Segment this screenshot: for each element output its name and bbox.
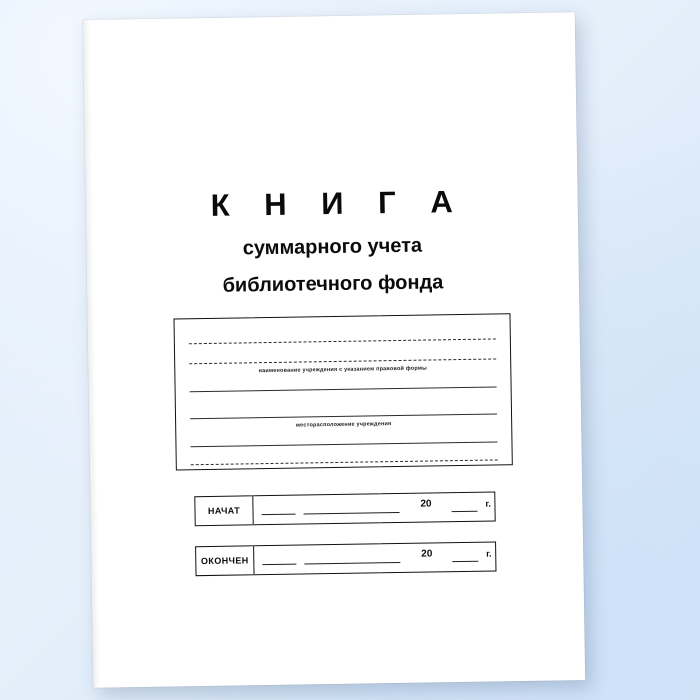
started-strip (194, 491, 495, 526)
book-cover (83, 12, 585, 688)
day-line (262, 564, 296, 566)
institution-location-caption: месторасположение учреждения (295, 421, 392, 429)
solid-rule (190, 413, 497, 419)
finished-fields (254, 542, 495, 574)
started-fields (253, 493, 494, 525)
started-label: НАЧАТ (195, 496, 253, 525)
year-prefix: 20 (421, 548, 433, 560)
page-subtitle-2: библиотечного фонда (222, 271, 444, 297)
page-subtitle-1: суммарного учета (242, 234, 423, 260)
year-suffix: г. (485, 498, 491, 509)
solid-rule (190, 441, 497, 447)
dotted-rule (189, 358, 496, 364)
finished-strip (195, 541, 496, 576)
year-line (452, 511, 478, 512)
year-line (452, 561, 478, 562)
day-line (262, 514, 296, 516)
institution-name-caption: наименование учреждения с указанием правовой формы (258, 365, 428, 375)
year-suffix: г. (486, 548, 492, 559)
dotted-rule (191, 459, 498, 465)
finished-label: ОКОНЧЕН (196, 546, 254, 575)
month-line (304, 512, 400, 515)
solid-rule (190, 386, 497, 392)
page-title: К Н И Г А (210, 183, 466, 223)
institution-box (173, 313, 512, 470)
cover-titles (85, 182, 579, 300)
dotted-rule (189, 338, 496, 344)
year-prefix: 20 (420, 498, 432, 510)
month-line (304, 562, 400, 565)
